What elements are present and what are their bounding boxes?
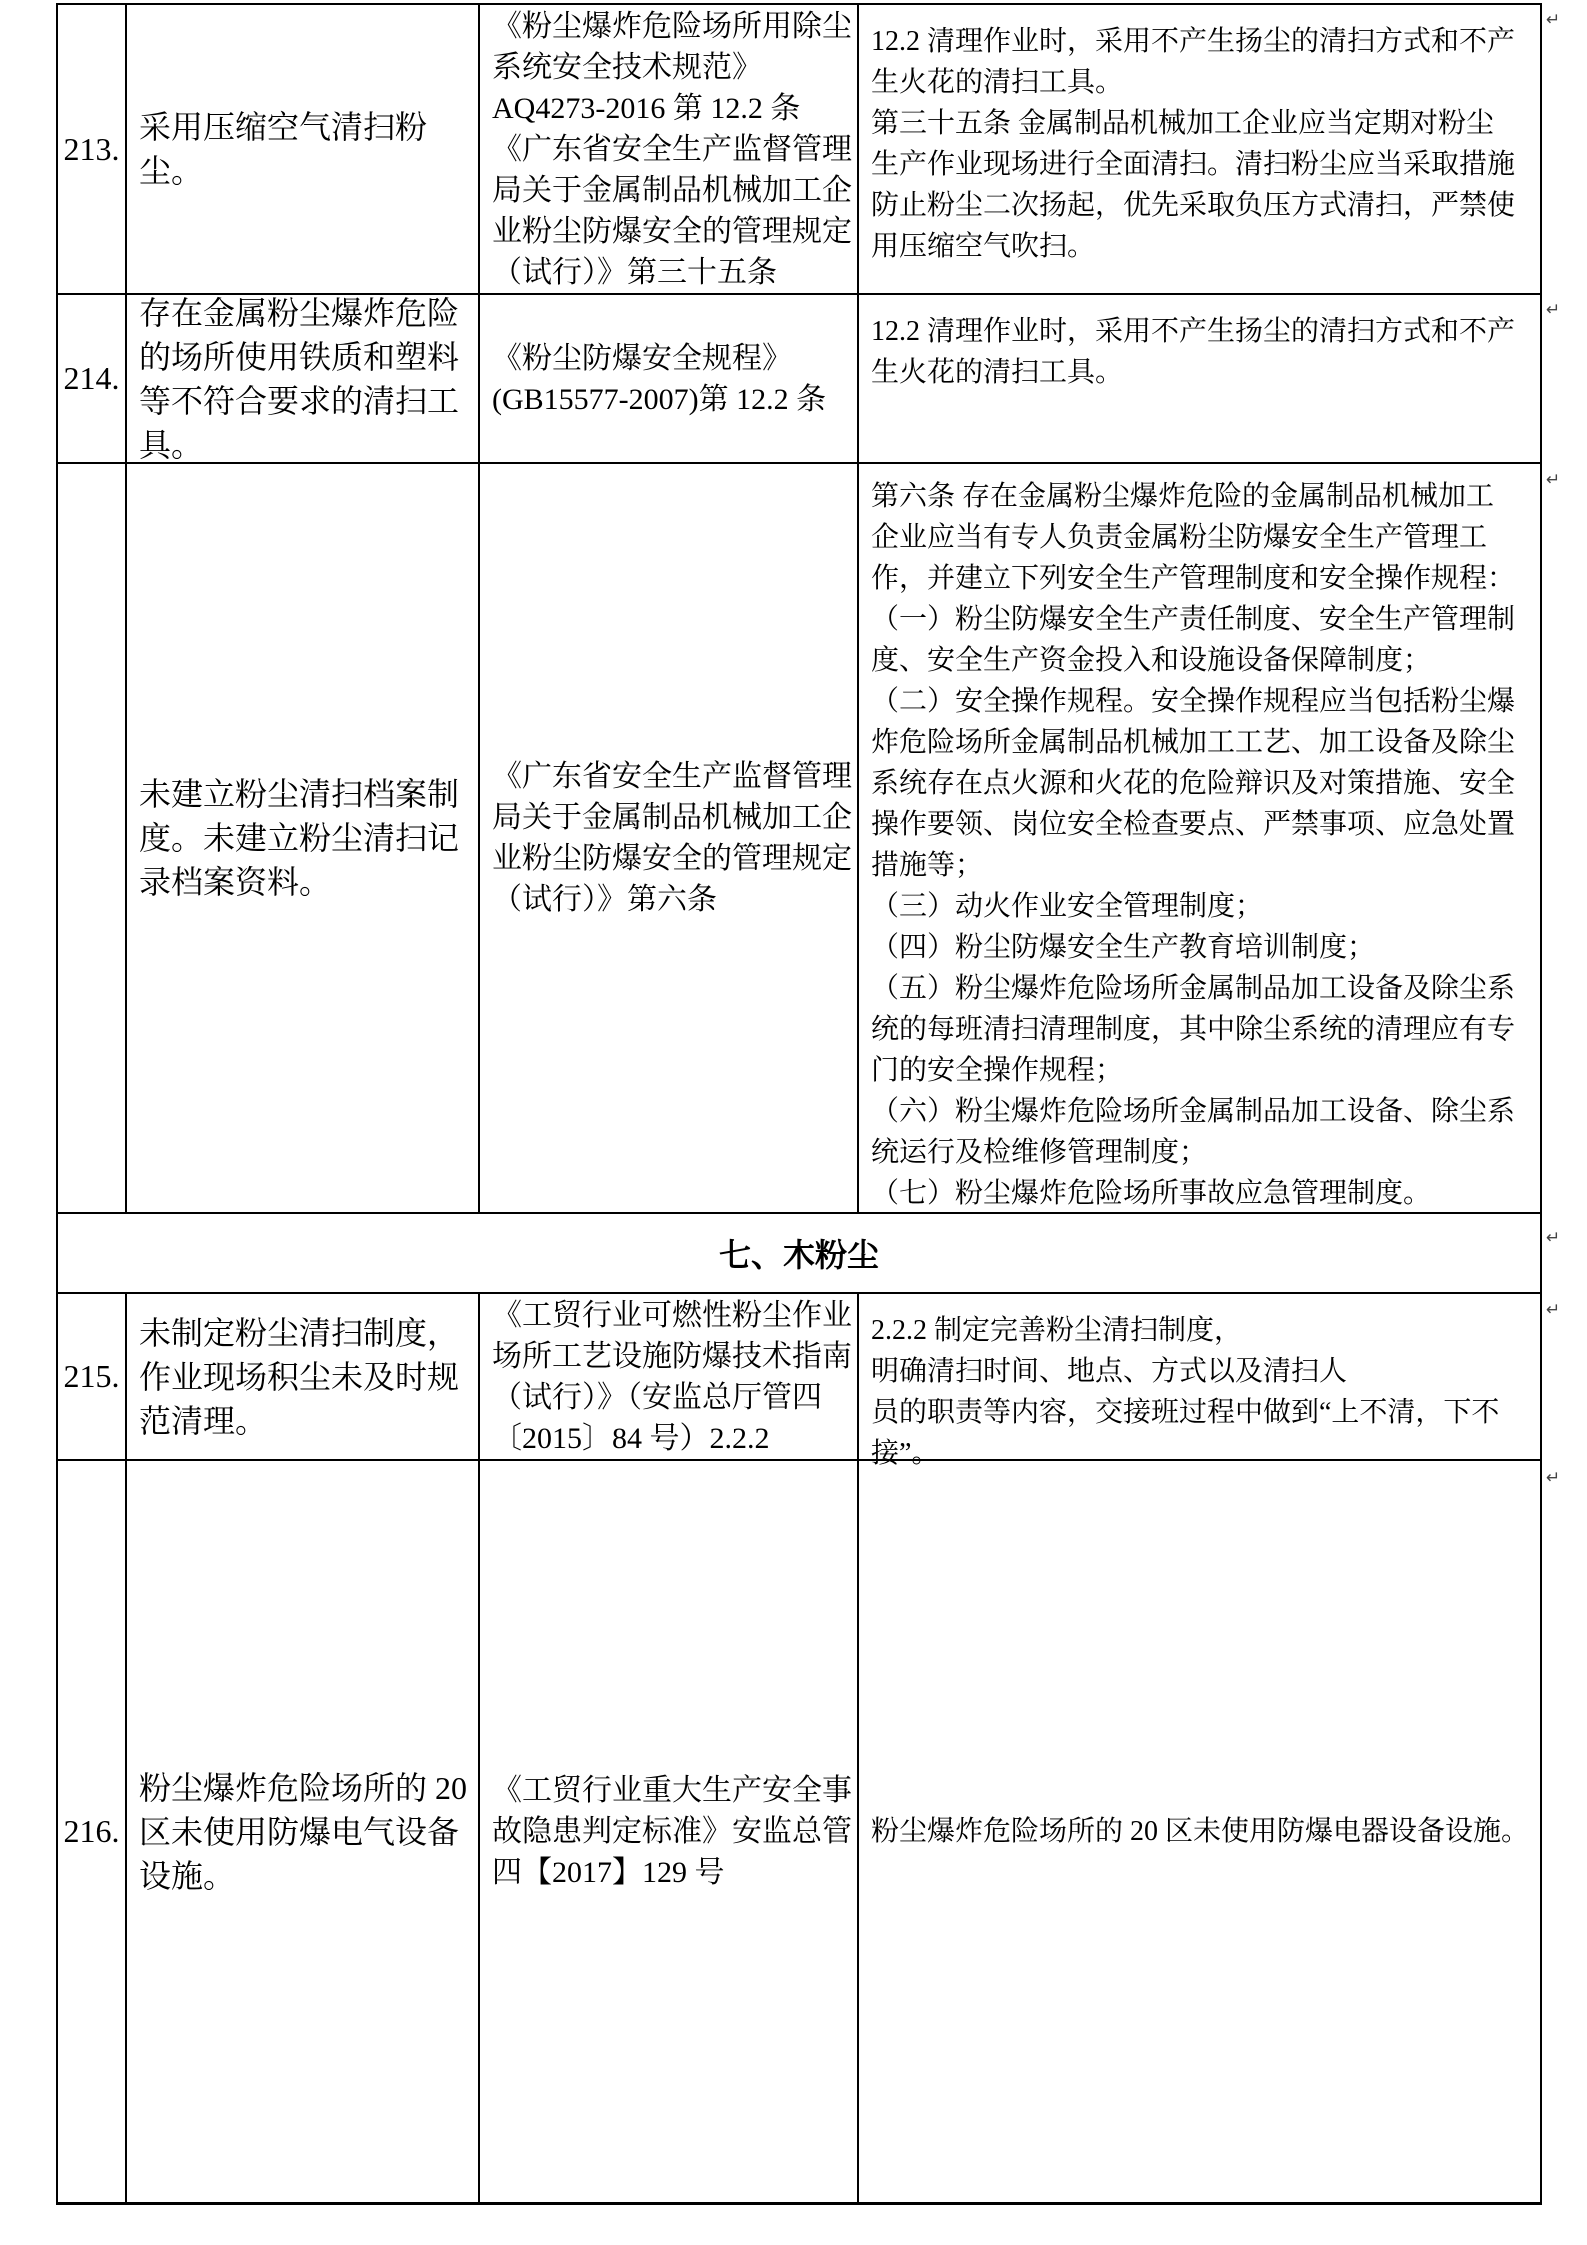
text-line: 〔2015〕84 号）2.2.2 bbox=[492, 1421, 770, 1455]
text-line: 度、安全生产资金投入和设施设备保障制度； bbox=[871, 645, 1432, 676]
cell-problem bbox=[127, 1294, 480, 1459]
text-line: 第三十五条 金属制品机械加工企业应当定期对粉尘 bbox=[871, 108, 1495, 139]
text-line: （试行）》第六条 bbox=[492, 883, 717, 916]
text-line: （一）粉尘防爆安全生产责任制度、安全生产管理制 bbox=[871, 604, 1516, 635]
text-line: 2.2.2 制定完善粉尘清扫制度， bbox=[871, 1315, 1243, 1346]
text-line: 企业应当有专人负责金属粉尘防爆安全生产管理工 bbox=[871, 522, 1488, 553]
cell-basis bbox=[480, 1461, 859, 2202]
text-line: 业粉尘防爆安全的管理规定 bbox=[492, 842, 852, 875]
text-line: 操作要领、岗位安全检查要点、严禁事项、应急处置 bbox=[871, 809, 1516, 840]
text-line: 局关于金属制品机械加工企 bbox=[492, 801, 852, 834]
cell-problem bbox=[127, 295, 480, 462]
text-line: 场所工艺设施防爆技术指南 bbox=[492, 1339, 852, 1373]
text-line: 生产作业现场进行全面清扫。清扫粉尘应当采取措施 bbox=[871, 149, 1516, 180]
section-header-row bbox=[58, 1214, 1540, 1294]
text-line: 业粉尘防爆安全的管理规定 bbox=[492, 214, 852, 248]
cell-basis bbox=[480, 5, 859, 293]
text-line: 采用压缩空气清扫粉 bbox=[139, 109, 428, 145]
text-line: 设施。 bbox=[139, 1857, 236, 1894]
cell-problem bbox=[127, 464, 480, 1212]
text-line: （六）粉尘爆炸危险场所金属制品加工设备、除尘系 bbox=[871, 1096, 1516, 1127]
text-line: 尘。 bbox=[139, 153, 204, 189]
text-line: 录档案资料。 bbox=[139, 864, 332, 900]
table-row-216 bbox=[58, 1461, 1540, 2202]
text-line: （五）粉尘爆炸危险场所金属制品加工设备及除尘系 bbox=[871, 973, 1516, 1004]
text-line: 门的安全操作规程； bbox=[871, 1055, 1124, 1086]
table-row-214 bbox=[58, 295, 1540, 464]
text-line: 区未使用防爆电气设备 bbox=[139, 1813, 460, 1850]
text-line: （试行）》（安监总厅管四 bbox=[492, 1380, 822, 1414]
row-number: 214. bbox=[63, 360, 120, 396]
row-number: 216. bbox=[63, 1813, 120, 1849]
text-line: （二）安全操作规程。安全操作规程应当包括粉尘爆 bbox=[871, 686, 1516, 717]
cell-requirement bbox=[859, 1294, 1540, 1469]
cell-problem bbox=[127, 5, 480, 293]
text-line: 12.2 清理作业时，采用不产生扬尘的清扫方式和不产 bbox=[871, 26, 1516, 57]
text-line: （七）粉尘爆炸危险场所事故应急管理制度。 bbox=[871, 1178, 1432, 1209]
paragraph-return-icon: ↵ bbox=[1546, 470, 1561, 490]
text-line: 炸危险场所金属制品机械加工工艺、加工设备及除尘 bbox=[871, 727, 1516, 758]
text-line: （三）动火作业安全管理制度； bbox=[871, 891, 1264, 922]
text-line: 明确清扫时间、地点、方式以及清扫人 bbox=[871, 1356, 1348, 1387]
text-line: 度。未建立粉尘清扫记 bbox=[139, 820, 460, 856]
text-line: 接”。 bbox=[871, 1438, 940, 1469]
text-line: 《工贸行业可燃性粉尘作业 bbox=[492, 1298, 852, 1332]
paragraph-return-icon: ↵ bbox=[1546, 1468, 1561, 1488]
section-header-cell bbox=[58, 1214, 1540, 1292]
text-line: 等不符合要求的清扫工 bbox=[139, 382, 460, 419]
section-title: 七、木粉尘 bbox=[718, 1237, 879, 1273]
cell-number bbox=[58, 5, 127, 293]
text-line: 《粉尘爆炸危险场所用除尘 bbox=[492, 9, 852, 43]
row-number: 213. bbox=[63, 130, 120, 167]
text-line: 12.2 清理作业时，采用不产生扬尘的清扫方式和不产 bbox=[871, 316, 1516, 347]
text-line: 系统存在点火源和火花的危险辩识及对策措施、安全 bbox=[871, 768, 1516, 799]
text-line: 《工贸行业重大生产安全事 bbox=[492, 1774, 852, 1807]
text-line: 局关于金属制品机械加工企 bbox=[492, 173, 852, 207]
cell-problem bbox=[127, 1461, 480, 2202]
paragraph-return-icon: ↵ bbox=[1546, 1228, 1561, 1248]
cell-number bbox=[58, 464, 127, 1212]
text-line: 粉尘爆炸危险场所的 20 区未使用防爆电器设备设施。 bbox=[871, 1816, 1530, 1847]
paragraph-return-icon: ↵ bbox=[1546, 1300, 1561, 1320]
text-line: 四【2017】129 号 bbox=[492, 1856, 725, 1889]
text-line: 生火花的清扫工具。 bbox=[871, 67, 1124, 98]
text-line: 员的职责等内容，交接班过程中做到“上不清，下不 bbox=[871, 1397, 1500, 1428]
cell-number bbox=[58, 1294, 127, 1459]
cell-requirement bbox=[859, 464, 1540, 1212]
cell-basis bbox=[480, 1294, 859, 1459]
text-line: 未制定粉尘清扫制度， bbox=[139, 1314, 460, 1351]
text-line: 未建立粉尘清扫档案制 bbox=[139, 776, 460, 812]
paragraph-return-icon: ↵ bbox=[1546, 300, 1561, 320]
text-line: 作业现场积尘未及时规 bbox=[139, 1358, 460, 1395]
text-line: 具。 bbox=[139, 426, 204, 463]
cell-number bbox=[58, 295, 127, 462]
text-line: 存在金属粉尘爆炸危险 bbox=[139, 294, 460, 331]
text-line: （试行）》第三十五条 bbox=[492, 255, 777, 289]
paragraph-return-icon: ↵ bbox=[1546, 10, 1561, 30]
cell-requirement bbox=[859, 295, 1540, 462]
table-row-unnumbered bbox=[58, 464, 1540, 1214]
text-line: 统的每班清扫清理制度，其中除尘系统的清理应有专 bbox=[871, 1014, 1516, 1045]
text-line: 用压缩空气吹扫。 bbox=[871, 231, 1096, 262]
text-line: 范清理。 bbox=[139, 1402, 268, 1439]
text-line: 措施等； bbox=[871, 850, 984, 881]
cell-requirement bbox=[859, 5, 1540, 293]
text-line: 防止粉尘二次扬起，优先采取负压方式清扫，严禁使 bbox=[871, 190, 1516, 221]
text-line: （四）粉尘防爆安全生产教育培训制度； bbox=[871, 932, 1376, 963]
table-row-213 bbox=[58, 5, 1540, 295]
row-number: 215. bbox=[63, 1358, 120, 1394]
text-line: 作，并建立下列安全生产管理制度和安全操作规程： bbox=[871, 563, 1516, 594]
text-line: 系统安全技术规范》 bbox=[492, 50, 762, 84]
text-line: 《粉尘防爆安全规程》 bbox=[492, 341, 792, 375]
cell-requirement bbox=[859, 1461, 1540, 2202]
text-line: AQ4273-2016 第 12.2 条 bbox=[492, 91, 801, 125]
text-line: (GB15577-2007)第 12.2 条 bbox=[492, 382, 827, 416]
text-line: 粉尘爆炸危险场所的 20 bbox=[139, 1769, 468, 1806]
text-line: 故隐患判定标准》安监总管 bbox=[492, 1815, 852, 1848]
cell-basis bbox=[480, 464, 859, 1212]
cell-number bbox=[58, 1461, 127, 2202]
text-line: 《广东省安全生产监督管理 bbox=[492, 760, 852, 793]
text-line: 《广东省安全生产监督管理 bbox=[492, 132, 852, 166]
text-line: 的场所使用铁质和塑料 bbox=[139, 338, 460, 375]
text-line: 统运行及检维修管理制度； bbox=[871, 1137, 1208, 1168]
text-line: 生火花的清扫工具。 bbox=[871, 357, 1124, 388]
hazard-checklist-table bbox=[56, 3, 1542, 2205]
cell-basis bbox=[480, 295, 859, 462]
text-line: 第六条 存在金属粉尘爆炸危险的金属制品机械加工 bbox=[871, 481, 1495, 512]
table-row-215 bbox=[58, 1294, 1540, 1469]
